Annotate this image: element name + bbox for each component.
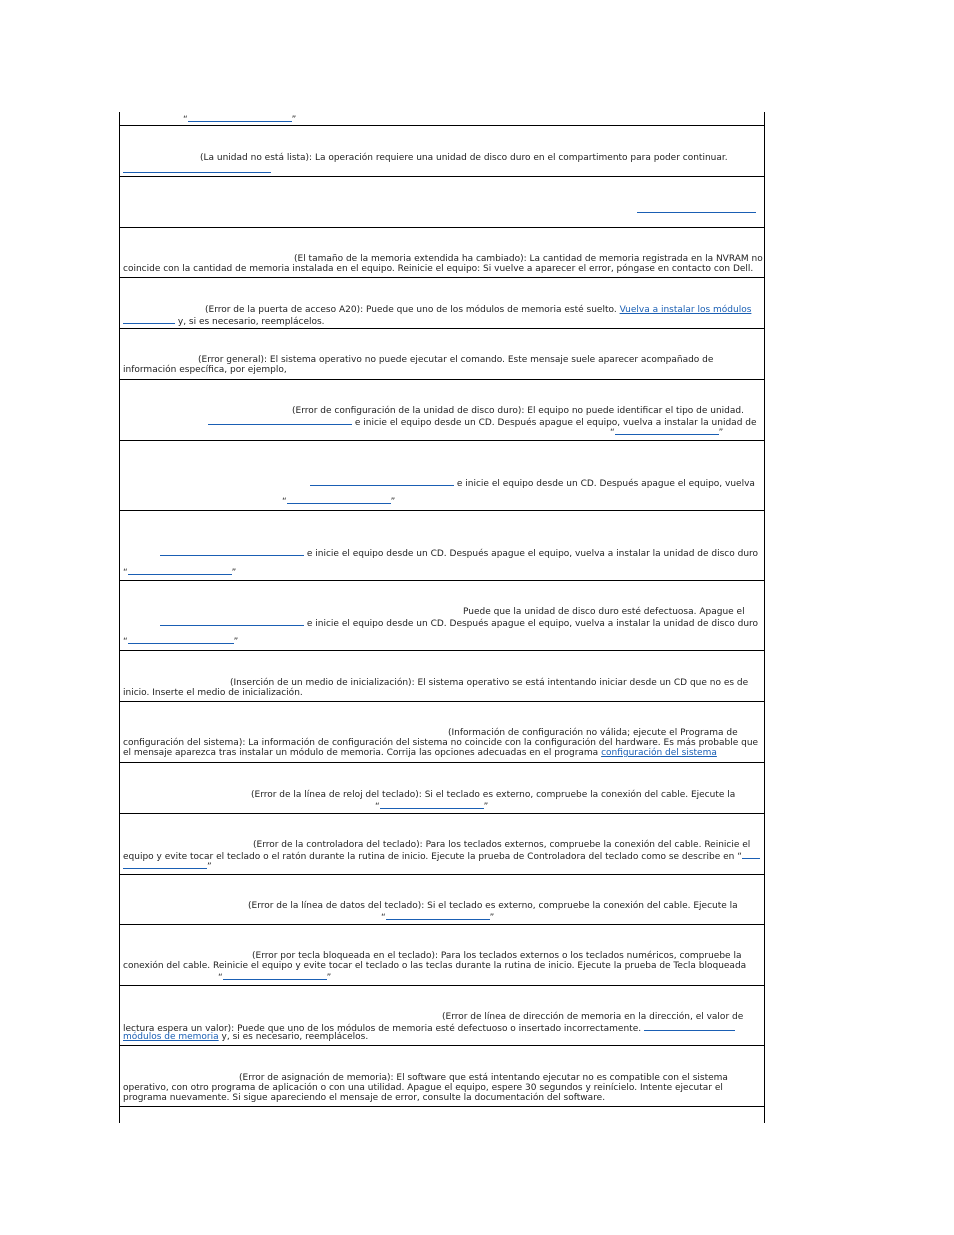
reference-link[interactable] [310,477,454,486]
table-row [120,380,764,441]
table-row [120,581,764,651]
table-row [120,112,764,126]
table-row [120,651,764,702]
table-row [120,177,764,228]
quote-open: “ [737,852,742,862]
quote-open: “ [381,913,386,923]
quote-open: “ [123,637,128,647]
table-row [120,228,764,278]
reference-link[interactable] [188,113,292,122]
reference-link[interactable] [386,911,490,920]
row-text: (Error de la línea de reloj del teclado): Si el teclado es externo, compruebe la conexión del cable. Ejecute la [251,790,736,800]
error-message-table [119,112,765,1123]
system-setup-link[interactable]: configuración del sistema [601,748,717,758]
quote-close: ” [291,115,297,125]
reference-link[interactable] [123,315,175,324]
row-text: (Inserción de un medio de inicialización): El sistema operativo se está intentando iniciar desde un CD que no es de [230,678,749,688]
row-text: programa nuevamente. Si sigue apareciendo el mensaje de error, consulte la documentación del software. [123,1093,606,1103]
table-row [120,763,764,814]
reference-link[interactable] [128,635,234,644]
row-text: y, si es necesario, reemplácelos. [177,317,325,327]
reference-link[interactable] [223,971,327,980]
table-row [120,875,764,925]
reference-link[interactable] [287,495,391,504]
reference-link[interactable] [742,850,760,859]
table-row [120,441,764,511]
row-text: (Error por tecla bloqueada en el teclado): Para los teclados externos o los teclados numéricos, compruebe la [252,951,742,961]
row-text: (Información de configuración no válida; ejecute el Programa de [448,728,738,738]
row-text: e inicie el equipo desde un CD. Después apague el equipo, vuelva [456,479,755,489]
row-text: (Error de la controladora del teclado): Para los teclados externos, compruebe la conexión del cable. Reinicie el [253,840,751,850]
row-text: (El tamaño de la memoria extendida ha cambiado): La cantidad de memoria registrada en la NVRAM no [294,254,763,264]
quote-close: ” [483,802,489,812]
table-row [120,1046,764,1107]
reference-link[interactable] [380,800,484,809]
reference-link[interactable] [208,416,352,425]
row-text: el mensaje aparezca tras instalar un módulo de memoria. Corrija las opciones adecuadas en el programa [123,748,599,758]
row-text: configuración del sistema): La información de configuración del sistema no coincide con la configuración del hardware. Es más probable que [123,738,759,748]
quote-close: ” [718,428,724,438]
row-text: (Error de línea de dirección de memoria en la dirección, el valor de [442,1012,744,1022]
reference-link[interactable] [128,566,232,575]
quote-open: “ [123,568,128,578]
table-row [120,511,764,581]
row-text: (Error general): El sistema operativo no puede ejecutar el comando. Este mensaje suele aparecer acompañado de [198,355,714,365]
memory-modules-link[interactable]: módulos de memoria [123,1032,219,1042]
table-row [120,329,764,380]
reference-link[interactable] [615,426,719,435]
quote-close: ” [326,973,332,983]
row-text: Puede que la unidad de disco duro esté defectuosa. Apague el [463,607,745,617]
table-row [120,702,764,763]
reference-link[interactable] [637,204,756,213]
row-text: coincide con la cantidad de memoria instalada en el equipo. Reinicie el equipo: Si vuelve a aparecer el error, póngase en contacto con Dell. [123,264,754,274]
quote-open: “ [610,428,615,438]
quote-open: “ [218,973,223,983]
row-text: e inicie el equipo desde un CD. Después apague el equipo, vuelva a instalar la unidad de disco duro [306,549,759,559]
reference-link[interactable] [123,860,207,869]
quote-close: ” [207,862,212,872]
row-text: operativo, con otro programa de aplicación o con una utilidad. Apague el equipo, espere 30 segundos y reinícielo. Intente ejecutar el [123,1083,723,1093]
quote-open: “ [183,115,188,125]
row-text: lectura espera un valor): Puede que uno de los módulos de memoria esté defectuoso o insertado incorrectamente. [123,1024,642,1034]
row-text: e inicie el equipo desde un CD. Después apague el equipo, vuelva a instalar la unidad de [354,418,757,428]
quote-open: “ [375,802,380,812]
row-text: inicio. Inserte el medio de inicialización. [123,688,303,698]
quote-open: “ [282,497,287,507]
reinstall-memory-link[interactable]: Vuelva a instalar los módulos [619,305,752,315]
reference-link[interactable] [160,617,304,626]
row-text: (Error de asignación de memoria): El software que está intentando ejecutar no es compatible con el sistema [239,1073,728,1083]
row-text: y, si es necesario, reemplácelos. [221,1032,369,1042]
table-row [120,814,764,875]
table-row [120,925,764,986]
row-text: equipo y evite tocar el teclado o el ratón durante la rutina de inicio. Ejecute la prueba de Controladora del teclado como se describe en [123,852,735,862]
quote-close: ” [233,637,239,647]
row-text: conexión del cable. Reinicie el equipo y evite tocar el teclado o las teclas durante la rutina de inicio. Ejecute la prueba de Tecla bloqueada [123,961,747,971]
reference-link[interactable] [123,164,271,173]
quote-close: ” [489,913,495,923]
row-text: (Error de la puerta de acceso A20): Puede que uno de los módulos de memoria esté suelto. [205,305,617,315]
table-row [120,986,764,1046]
table-row [120,126,764,177]
row-text: (Error de la línea de datos del teclado): Si el teclado es externo, compruebe la conexión del cable. Ejecute la [248,901,738,911]
row-text: (La unidad no está lista): La operación requiere una unidad de disco duro en el compartimento para poder continuar. [200,153,728,163]
row-text: información específica, por ejemplo, [123,365,287,375]
reference-link[interactable] [644,1022,735,1031]
reference-link[interactable] [160,547,304,556]
row-text: e inicie el equipo desde un CD. Después apague el equipo, vuelva a instalar la unidad de disco duro [306,619,759,629]
table-row [120,278,764,329]
quote-close: ” [231,568,237,578]
row-text: (Error de configuración de la unidad de disco duro): El equipo no puede identificar el tipo de unidad. [292,406,744,416]
quote-close: ” [390,497,396,507]
